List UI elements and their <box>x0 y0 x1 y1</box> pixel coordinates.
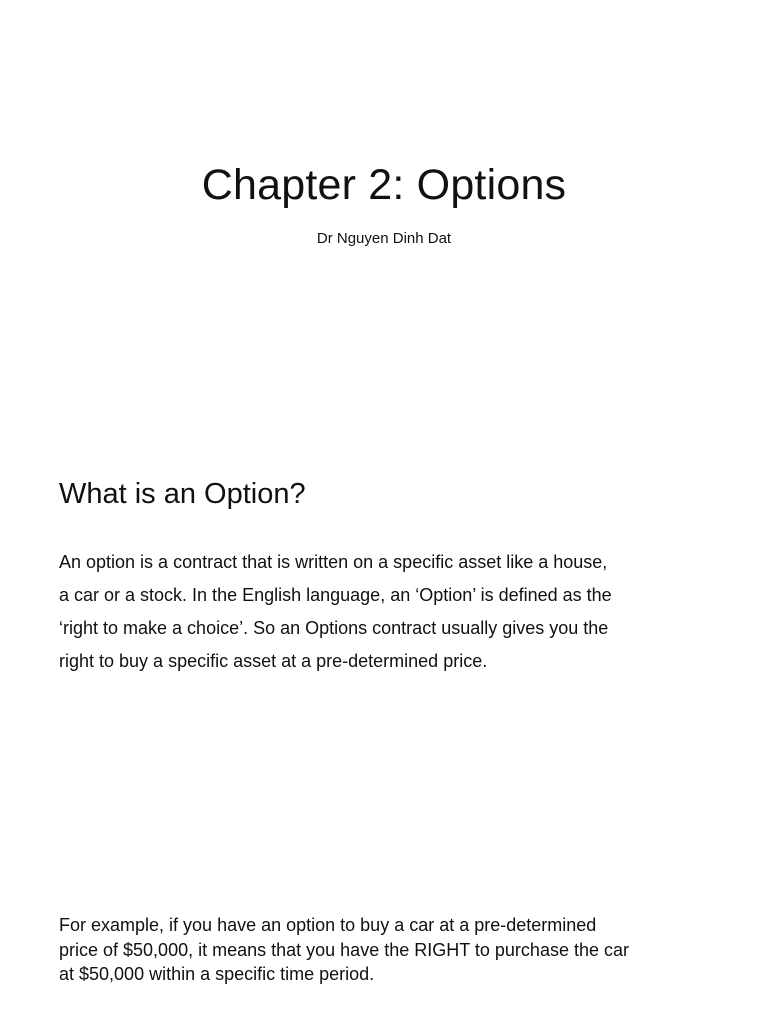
paragraph-line: at $50,000 within a specific time period. <box>59 964 375 984</box>
author-name: Dr Nguyen Dinh Dat <box>316 230 452 247</box>
paragraph-line: a car or a stock. In the English language, an ‘Option’ is defined as the <box>59 585 612 605</box>
paragraph-line: right to buy a specific asset at a pre-determined price. <box>59 651 488 671</box>
section-heading: What is an Option? <box>59 478 306 510</box>
paragraph-line: ‘right to make a choice’. So an Options contract usually gives you the <box>59 618 609 638</box>
definition-paragraph <box>59 546 709 678</box>
paragraph-line: For example, if you have an option to buy a car at a pre-determined <box>59 915 597 935</box>
example-paragraph <box>59 913 709 987</box>
paragraph-line: price of $50,000, it means that you have the RIGHT to purchase the car <box>59 939 629 960</box>
paragraph-line: An option is a contract that is written on a specific asset like a house, <box>59 552 608 572</box>
chapter-title: Chapter 2: Options <box>201 161 567 209</box>
